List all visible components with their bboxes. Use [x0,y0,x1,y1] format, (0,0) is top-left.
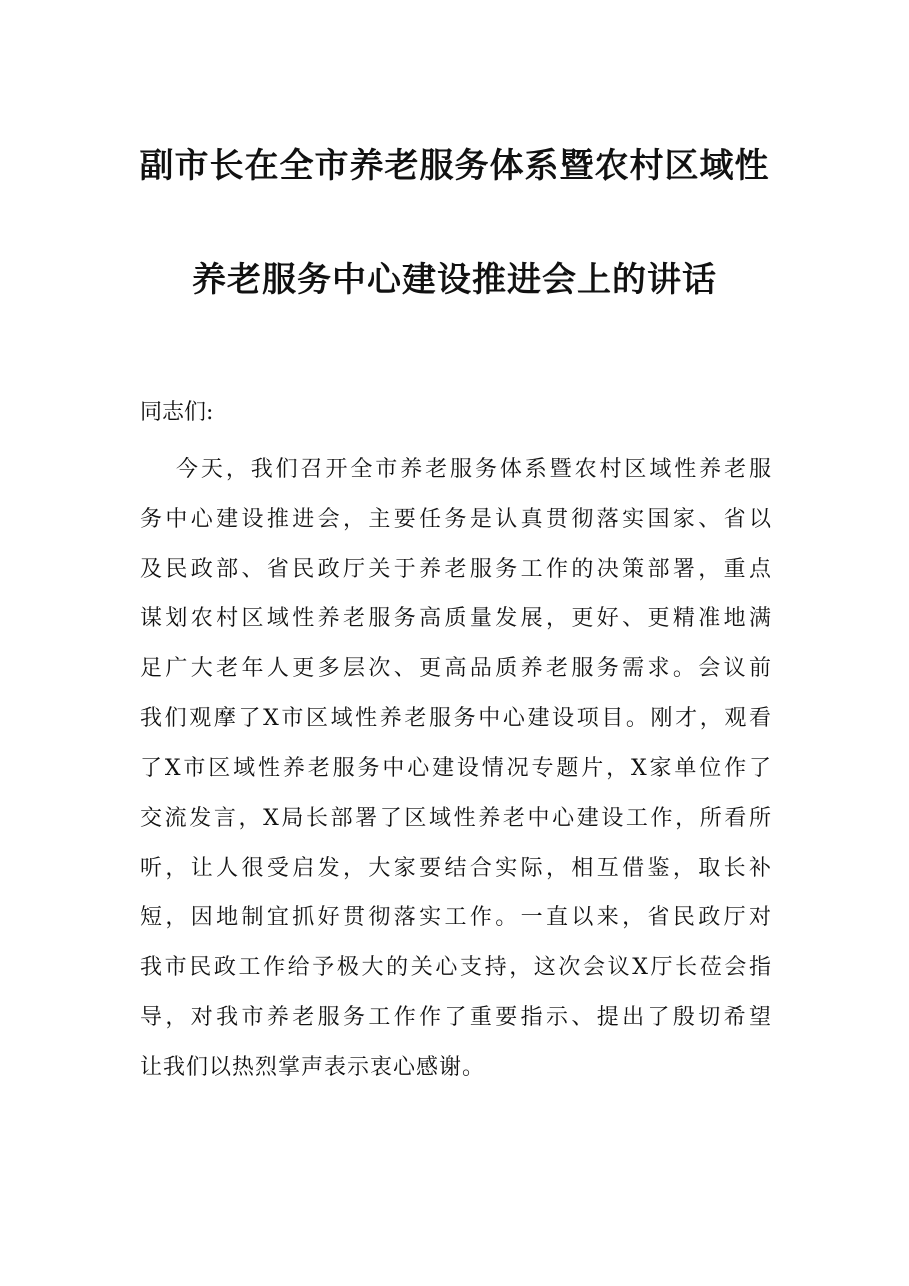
paragraph-line: 谋划农村区域性养老服务高质量发展，更好、更精准地满 [140,606,772,631]
paragraph-line: 务中心建设推进会，主要任务是认真贯彻落实国家、省以 [140,507,772,532]
paragraph-line: 了X市区域性养老服务中心建设情况专题片，X家单位作了 [140,756,772,781]
paragraph-line: 我市民政工作给予极大的关心支持，这次会议X厅长莅会指 [140,955,772,980]
paragraph-line: 今天，我们召开全市养老服务体系暨农村区域性养老服 [176,457,772,482]
paragraph-line: 短，因地制宜抓好贯彻落实工作。一直以来，省民政厅对 [140,905,772,930]
paragraph-line: 让我们以热烈掌声表示衷心感谢。 [140,1055,486,1080]
document-title-line-2: 养老服务中心建设推进会上的讲话 [192,260,717,300]
paragraph-line: 足广大老年人更多层次、更高品质养老服务需求。会议前 [140,656,772,681]
document-title-line-1: 副市长在全市养老服务体系暨农村区域性 [139,146,770,186]
paragraph-line: 我们观摩了X市区域性养老服务中心建设项目。刚才，观看 [140,706,772,731]
paragraph-line: 听，让人很受启发，大家要结合实际，相互借鉴，取长补 [140,856,772,881]
paragraph-line: 交流发言，X局长部署了区域性养老中心建设工作，所看所 [140,806,772,831]
paragraph-line: 及民政部、省民政厅关于养老服务工作的决策部署，重点 [140,557,772,582]
salutation: 同志们: [140,400,214,425]
paragraph-line: 导，对我市养老服务工作作了重要指示、提出了殷切希望 [140,1005,772,1030]
